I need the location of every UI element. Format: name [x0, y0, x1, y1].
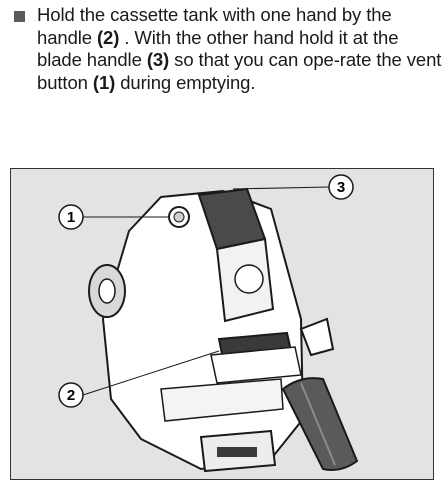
cassette-tank-drawing	[11, 169, 434, 480]
tank-body	[103, 191, 303, 469]
callout-2-label: 2	[66, 387, 76, 404]
callout-3	[329, 175, 353, 199]
cassette-tank-illustration	[10, 168, 434, 480]
bullet-square-icon	[14, 11, 25, 22]
callout-1-label: 1	[66, 209, 76, 226]
ref-blade: (3)	[146, 49, 170, 70]
callout-2	[59, 383, 83, 407]
instruction-text	[37, 4, 442, 94]
instruction-seg1: Hold the cassette tank with one hand by the handle	[37, 4, 392, 48]
callout-3-label: 3	[336, 179, 346, 196]
instruction-seg3: so that you can ope-rate the vent button	[37, 49, 442, 93]
instruction-seg2: . With the other hand hold it at the blade handle	[37, 26, 399, 70]
callout-1	[59, 205, 83, 229]
ref-handle: (2)	[97, 26, 120, 48]
ref-vent: (1)	[92, 71, 116, 93]
instruction-seg4: during emptying.	[115, 71, 256, 93]
instruction-paragraph	[14, 4, 442, 94]
